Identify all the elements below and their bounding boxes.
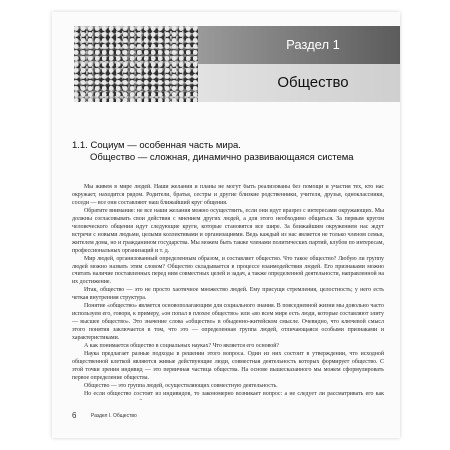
paragraph: Но если общество состоит из индивидов, то закономерно возникает вопрос: а не следует ли рассматривать его как [84,390,384,397]
section-label: Раздел 1 [286,37,340,52]
paragraph: Наука предлагает разные подходы в решении этого вопроса. Один из них состоит в утверждении, что исходной общественной клеткой являются живые действующие люди, совместная деятельность которых формирует общество. С этой точки зрения индивид — это первичная частица общества. На основе вышесказанного мы можем сформулировать первое определение общества. [72,351,384,381]
running-title: Раздел I. Общество [90,413,137,419]
body-text [72,184,384,400]
section-title: Общество [277,74,349,91]
paragraph: Итак, общество — это не просто хаотичное множество людей. Ему присущи стремления, целостность; у него есть четкая внутренняя структура. [72,287,384,302]
paragraph: Мир людей, организованный определенным образом, и составляет общество. Что такое общество? Любую ли группу людей можно назвать этим словом? Общество складывается в процессе взаимодействия людей. Его признаками можно считать наличие поставленных перед ним совместных целей и задач, а также определенной деятельности, направленной на их достижение. [72,255,384,286]
chapter-heading [72,140,382,164]
paragraph: Обратите внимание: не все наши желания можно осуществить, если они идут вразрез с интересами окружающих. Мы должны согласовывать свои действия с мнением других людей, а для этого необходимо общаться. За первым кругом человеческого общения идут следующие круги, которые становятся все шире. За ближайшим окружением нас ждут встречи с новыми людьми, целыми коллективами и организациями. Ведь каждый из нас является не только членом семьи, жителем дома, но и гражданином государства. Мы можем быть также членами политических партий, клубов по интересам, профессиональных организаций и т. д. [72,207,384,254]
book-page [52,12,400,438]
chapter-heading-line2: Общество — сложная, динамично развивающаяся система [90,152,354,163]
page-number: 6 [72,411,77,420]
section-title-strip [198,64,400,102]
crowd-photo [74,26,198,102]
paragraph: А как понимается общество в социальных науках? Что является его основой? [84,343,279,350]
chapter-heading-line1: 1.1. Социум — особенная часть мира. [72,140,241,151]
section-banner [52,26,400,102]
section-label-strip [198,26,400,64]
paragraph: Понятие «общество» является основополагающим для социального знания. В повседневной жизни мы довольно часто используем его, говоря, к примеру, «он попал в плохое общество» или «во всем мире есть люди, которые составляют элиту — высшее общество». Это значение слова «общество» в обыденно-житейском смысле. Очевидно, что ключевой смысл этого понятия заключается в том, что это — определенная группа людей, отличающаяся особыми признаками и характеристиками. [72,303,384,342]
page-footer [72,405,384,423]
paragraph: Мы живем в мире людей. Наши желания и планы не могут быть реализованы без помощи и участия тех, кто нас окружает, находится рядом. Родители, братья, сестры и другие близкие родственники, учителя, друзья, одноклассники, соседи — все они составляют наш ближайший круг общения. [72,184,384,206]
paragraph: Общество — это группа людей, осуществляющих совместную деятельность. [84,382,278,389]
